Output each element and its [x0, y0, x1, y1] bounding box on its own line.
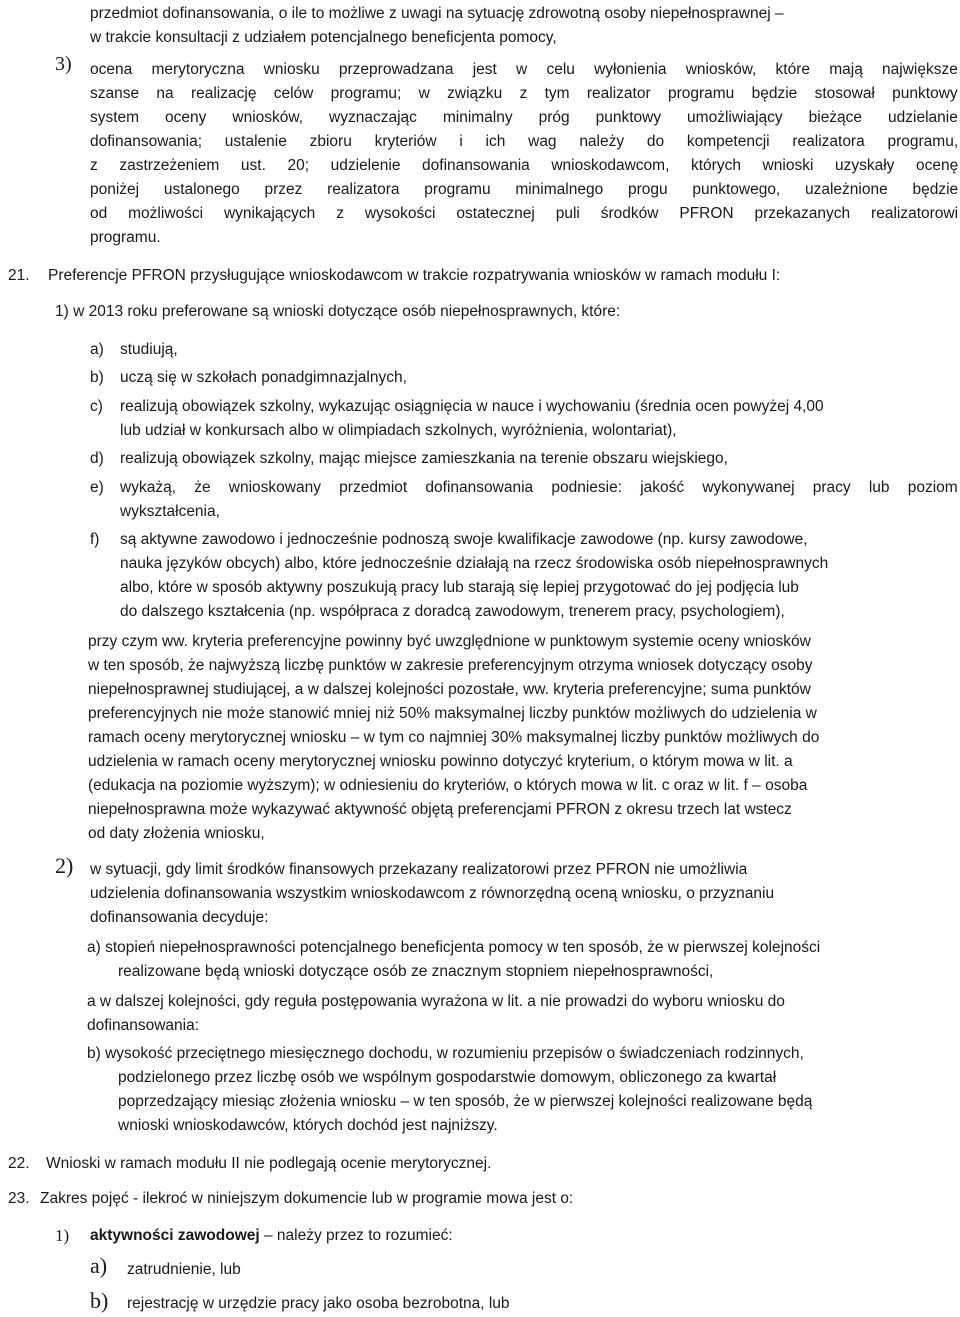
- list-item: albo, które w sposób aktywny poszukują pracy lub starają się lepiej przygotować do jej podjęcia lub: [120, 579, 799, 596]
- text-line: dofinansowania decyduje:: [90, 909, 269, 926]
- definition-line: [90, 1226, 453, 1246]
- text-line: w trakcie konsultacji z udziałem potencjalnego beneficjenta pomocy,: [90, 29, 557, 46]
- list-item: rejestrację w urzędzie pracy jako osoba bezrobotna, lub: [127, 1295, 510, 1312]
- list-item: uczą się w szkołach ponadgimnazjalnych,: [120, 369, 407, 386]
- list-letter: f): [90, 531, 100, 548]
- list-item: a) stopień niepełnosprawności potencjalnego beneficjenta pomocy w ten sposób, że w pierwszej kolejności: [87, 939, 821, 956]
- list-item: są aktywne zawodowo i jednocześnie podnoszą swoje kwalifikacje zawodowe (np. kursy zawodowe,: [120, 531, 808, 548]
- list-item: realizują obowiązek szkolny, mając miejsce zamieszkania na terenie obszaru wiejskiego,: [120, 450, 728, 467]
- list-item: do dalszego kształcenia (np. współpraca z doradcą zawodowym, trenerem pracy, psychologiem),: [120, 603, 785, 620]
- list-letter: e): [90, 479, 104, 496]
- list-letter: d): [90, 450, 104, 467]
- list-letter: a): [90, 1253, 108, 1278]
- list-item: studiują,: [120, 341, 178, 358]
- list-item: wykażą, że wnioskowany przedmiot dofinansowania podniesie: jakość wykonywanej pracy lub poziom: [120, 479, 958, 496]
- text-line: niepełnosprawnej studiującej, a w dalszej kolejności pozostałe, ww. kryteria preferencyjne; suma punktów: [88, 681, 811, 698]
- definition-term: aktywności zawodowej: [90, 1227, 260, 1244]
- list-item: nauka języków obcych) albo, które jednocześnie działają na rzecz środowiska osób niepełnosprawnych: [120, 555, 829, 572]
- list-letter: b): [90, 369, 104, 386]
- list-item: realizowane będą wnioski dotyczące osób ze znacznym stopniem niepełnosprawności,: [118, 963, 714, 980]
- list-number: 2): [55, 853, 74, 878]
- text-line: przedmiot dofinansowania, o ile to możliwe z uwagi na sytuację zdrowotną osoby niepełnosprawnej –: [90, 5, 784, 22]
- text-line: przy czym ww. kryteria preferencyjne powinny być uwzględnione w punktowym systemie oceny wniosków: [88, 633, 811, 650]
- text-line: od daty złożenia wniosku,: [88, 825, 265, 842]
- list-letter: b): [90, 1288, 109, 1313]
- text-line: dofinansowania:: [87, 1017, 200, 1034]
- text-line: programu.: [90, 229, 161, 246]
- text-line: od możliwości wynikających z wysokości ostatecznej puli środków PFRON przekazanych realizatorowi: [90, 205, 959, 222]
- text-line: udzielenia dofinansowania wszystkim wnioskodawcom z równorzędną oceną wniosku, o przyznaniu: [90, 885, 775, 902]
- section-heading: Preferencje PFRON przysługujące wnioskodawcom w trakcie rozpatrywania wniosków w ramach modułu I:: [48, 267, 781, 284]
- list-item: lub udział w konkursach albo w olimpiadach szkolnych, wyróżnienia, wolontariat),: [120, 422, 677, 439]
- text-line: a w dalszej kolejności, gdy reguła postępowania wyrażona w lit. a nie prowadzi do wyboru wniosku do: [87, 993, 785, 1010]
- section-heading: Wnioski w ramach modułu II nie podlegają ocenie merytorycznej.: [46, 1155, 492, 1172]
- list-number: 3): [55, 53, 72, 75]
- text-line: system oceny wniosków, wyznaczając minimalny próg punktowy umożliwiający bieżące udzielanie: [90, 109, 958, 126]
- definition-text: – należy przez to rozumieć:: [259, 1227, 453, 1244]
- text-line: udzielenia w ramach oceny merytorycznej wniosku powinno dotyczyć kryterium, o którym mowa w lit. a: [88, 753, 793, 770]
- text-line: (edukacja na poziomie wyższym); w odniesieniu do kryteriów, o których mowa w lit. c oraz w lit. f – osoba: [88, 777, 808, 794]
- section-number: 21.: [8, 267, 30, 284]
- list-item: realizują obowiązek szkolny, wykazując osiągnięcia w nauce i wychowaniu (średnia ocen powyżej 4,00: [120, 398, 824, 415]
- text-line: niepełnosprawna może wykazywać aktywność objętą preferencjami PFRON z okresu trzech lat wstecz: [88, 801, 792, 818]
- list-item: wykształcenia,: [120, 503, 220, 520]
- text-line: poniżej ustalonego przez realizatora programu minimalnego progu punktowego, uzależnione będzie: [90, 181, 959, 198]
- text-line: szanse na realizację celów programu; w związku z tym realizator programu będzie stosował punktowy: [90, 85, 958, 102]
- text-line: w ten sposób, że najwyższą liczbę punktów w zakresie preferencyjnym otrzyma wniosek dotyczący osoby: [88, 657, 813, 674]
- list-item: poprzedzający miesiąc złożenia wniosku – w ten sposób, że w pierwszej kolejności realizowane będą: [118, 1093, 813, 1110]
- text-line: preferencyjnych nie może stanowić mniej niż 50% maksymalnej liczby punktów możliwych do udzielenia w: [88, 705, 817, 722]
- text-line: z zastrzeżeniem ust. 20; udzielenie dofinansowania wnioskodawcom, których wnioski uzyskały ocenę: [90, 157, 959, 174]
- list-item: wnioski wnioskodawców, których dochód jest najniższy.: [118, 1117, 498, 1134]
- list-item: podzielonego przez liczbę osób we wspólnym gospodarstwie domowym, obliczonego za kwartał: [118, 1069, 777, 1086]
- text-line: ramach oceny merytorycznej wniosku – w tym co najmniej 30% maksymalnej liczby punktów możliwych do: [88, 729, 820, 746]
- text-line: ocena merytoryczna wniosku przeprowadzana jest w celu wyłonienia wniosków, które mają największe: [90, 61, 958, 78]
- list-letter: a): [90, 341, 104, 358]
- list-number: 1): [55, 1226, 70, 1245]
- section-number: 23.: [8, 1190, 30, 1207]
- section-heading: Zakres pojęć - ilekroć w niniejszym dokumencie lub w programie mowa jest o:: [40, 1190, 574, 1207]
- section-number: 22.: [8, 1155, 30, 1172]
- text-line: dofinansowania; ustalenie zbioru kryteriów i ich wag należy do kompetencji realizatora programu,: [90, 133, 959, 150]
- list-letter: c): [90, 398, 103, 415]
- text-line: 1) w 2013 roku preferowane są wnioski dotyczące osób niepełnosprawnych, które:: [55, 303, 621, 320]
- list-item: b) wysokość przeciętnego miesięcznego dochodu, w rozumieniu przepisów o świadczeniach rodzinnych,: [87, 1045, 804, 1062]
- list-item: zatrudnienie, lub: [127, 1261, 241, 1278]
- text-line: w sytuacji, gdy limit środków finansowych przekazany realizatorowi przez PFRON nie umożliwia: [90, 861, 748, 878]
